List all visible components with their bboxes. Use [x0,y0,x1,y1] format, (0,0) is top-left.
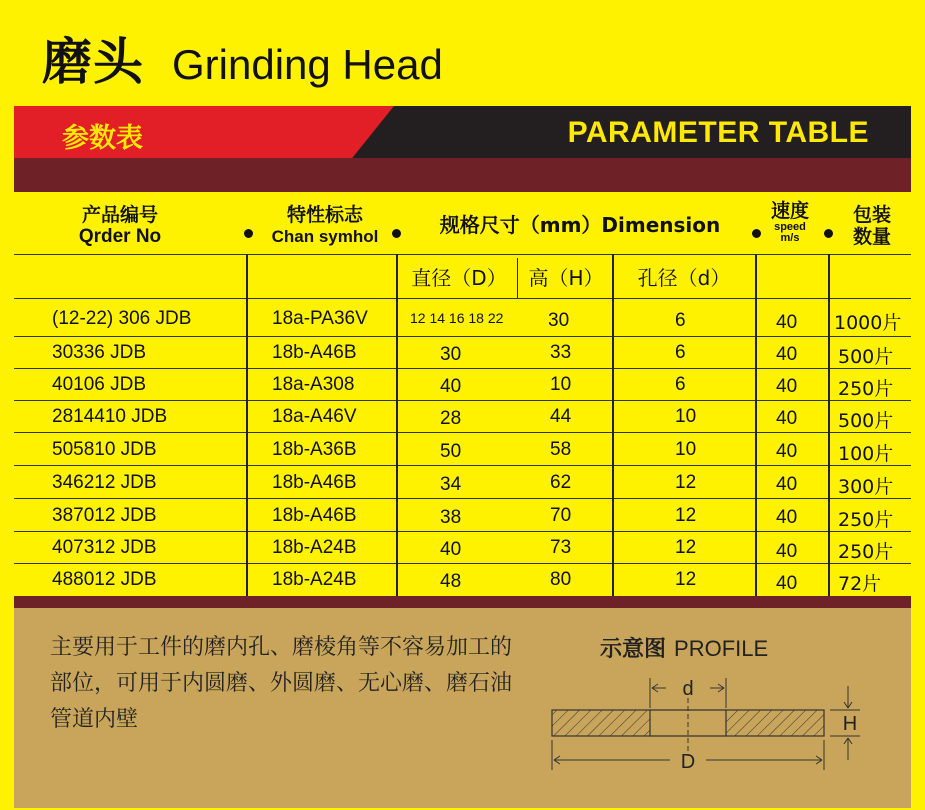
cell-symbol: 18a-A46V [272,406,357,427]
header-dimension: 规格尺寸（mm）Dimension [439,213,721,237]
cell-speed: 40 [776,376,798,397]
cell-symbol: 18b-A46B [272,342,357,363]
profile-title-cn: 示意图 [600,637,667,662]
cell-diameter: 30 [440,344,462,365]
grid-line [14,563,911,564]
cell-bore: 6 [675,342,686,363]
header-order-en: Qrder No [78,226,162,247]
cell-order-no: 346212 JDB [52,472,157,493]
grid-line [14,254,911,255]
header-order-no [30,204,210,248]
header-speed-cn: 速度 [770,200,809,222]
cell-height: 62 [550,472,572,493]
cell-height: 44 [550,406,572,427]
cell-order-no: 40106 JDB [52,374,147,395]
grid-line [14,368,911,369]
col-divider [828,254,830,596]
cell-pack: 250片 [838,509,894,531]
parameter-banner [14,106,911,158]
cell-diameter: 40 [440,539,462,560]
header-pack-cn2: 数量 [852,226,891,248]
cell-order-no: 407312 JDB [52,537,157,558]
cell-bore: 12 [675,537,697,558]
cell-diameter: 48 [440,571,462,592]
header-pack-cn1: 包装 [852,204,891,226]
header-char-cn: 特性标志 [286,204,363,226]
cell-bore: 12 [675,569,697,590]
profile-title [600,632,768,663]
profile-title-en: PROFILE [674,636,769,661]
cell-diameter: 34 [440,474,462,495]
table-bottom-bar [14,596,911,608]
header-speed [760,200,820,244]
cell-symbol: 18b-A46B [272,472,357,493]
header-speed-en: speed [774,221,806,233]
cell-pack: 1000片 [834,312,902,334]
col-divider [396,254,398,596]
cell-diameter: 38 [440,507,462,528]
cell-speed: 40 [776,441,798,462]
grid-line [14,531,911,532]
header-char-en: Chan symhol [271,227,379,246]
dim-D-arrow-right [706,756,822,764]
cell-pack: 250片 [838,378,894,400]
cell-height: 70 [550,505,572,526]
cell-speed: 40 [776,507,798,528]
page-title [42,22,443,91]
profile-right-section [726,710,824,736]
cell-height: 80 [550,569,572,590]
header-char-symbol [260,204,390,248]
cell-bore: 10 [675,406,697,427]
title-chinese: 磨头 [42,33,144,91]
cell-pack: 100片 [838,443,894,465]
cell-pack: 500片 [838,346,894,368]
cell-pack: 250片 [838,541,894,563]
grid-line [14,498,911,499]
grid-line [14,336,911,337]
grid-line [14,298,911,299]
cell-bore: 10 [675,439,697,460]
header-bullet [392,229,401,238]
cell-order-no: 30336 JDB [52,342,147,363]
cell-height: 73 [550,537,572,558]
cell-pack: 300片 [838,476,894,498]
cell-diameter: 50 [440,441,462,462]
cell-bore: 6 [675,374,686,395]
profile-diagram [540,670,880,780]
cell-diameter: 28 [440,408,462,429]
cell-order-no: 387012 JDB [52,505,157,526]
cell-height: 33 [550,342,572,363]
col-divider [755,254,757,596]
product-description: 主要用于工件的磨内孔、磨棱角等不容易加工的部位，可用于内圆磨、外圆磨、无心磨、磨石油管道内壁 [50,635,513,732]
dim-H-label: H [842,713,858,735]
subheader-height: 高（H） [528,266,604,290]
cell-order-no: 488012 JDB [52,569,157,590]
cell-symbol: 18b-A24B [272,537,357,558]
subheader-bore: 孔径（d） [637,266,731,290]
dim-D-label: D [680,751,696,773]
banner-title-chinese: 参数表 [62,123,143,154]
cell-order-no: 2814410 JDB [52,406,168,427]
dim-H-arrow-bottom [844,738,852,760]
header-order-cn: 产品编号 [81,204,158,226]
dim-D-arrow-left [554,756,670,764]
cell-bore: 12 [675,472,697,493]
dim-d-arrow-right [710,684,724,692]
title-english: Grinding Head [172,41,443,88]
cell-symbol: 18a-PA36V [272,308,368,329]
cell-symbol: 18a-A308 [272,374,355,395]
banner-title-english: PARAMETER TABLE [567,116,869,149]
grid-line [14,400,911,401]
cell-symbol: 18b-A36B [272,439,357,460]
cell-speed: 40 [776,408,798,429]
cell-bore: 6 [675,310,686,331]
dim-H-arrow-top [844,686,852,708]
cell-height: 30 [548,310,570,331]
cell-speed: 40 [776,474,798,495]
cell-symbol: 18b-A24B [272,569,357,590]
cell-speed: 40 [776,344,798,365]
header-speed-unit: m/s [780,232,800,244]
cell-diameter: 12 14 16 18 22 [410,310,504,326]
cell-speed: 40 [776,541,798,562]
profile-left-section [552,710,650,736]
cell-diameter: 40 [440,376,462,397]
dim-d-arrow-left [652,684,666,692]
cell-speed: 40 [776,573,798,594]
cell-order-no: 505810 JDB [52,439,157,460]
cell-height: 58 [550,439,572,460]
cell-height: 10 [550,374,572,395]
banner-strip [14,158,911,192]
col-divider [246,254,248,596]
header-bullet [824,229,833,238]
header-pack [840,204,904,248]
col-divider [612,254,614,596]
grid-line [14,432,911,433]
cell-bore: 12 [675,505,697,526]
header-bullet [244,229,253,238]
dim-d-label: d [682,678,694,700]
cell-symbol: 18b-A46B [272,505,357,526]
grid-line [14,465,911,466]
cell-order-no: (12-22) 306 JDB [52,308,192,329]
cell-pack: 72片 [838,573,882,595]
subheader-diameter: 直径（D） [411,266,507,290]
cell-speed: 40 [776,312,798,333]
cell-pack: 500片 [838,410,894,432]
